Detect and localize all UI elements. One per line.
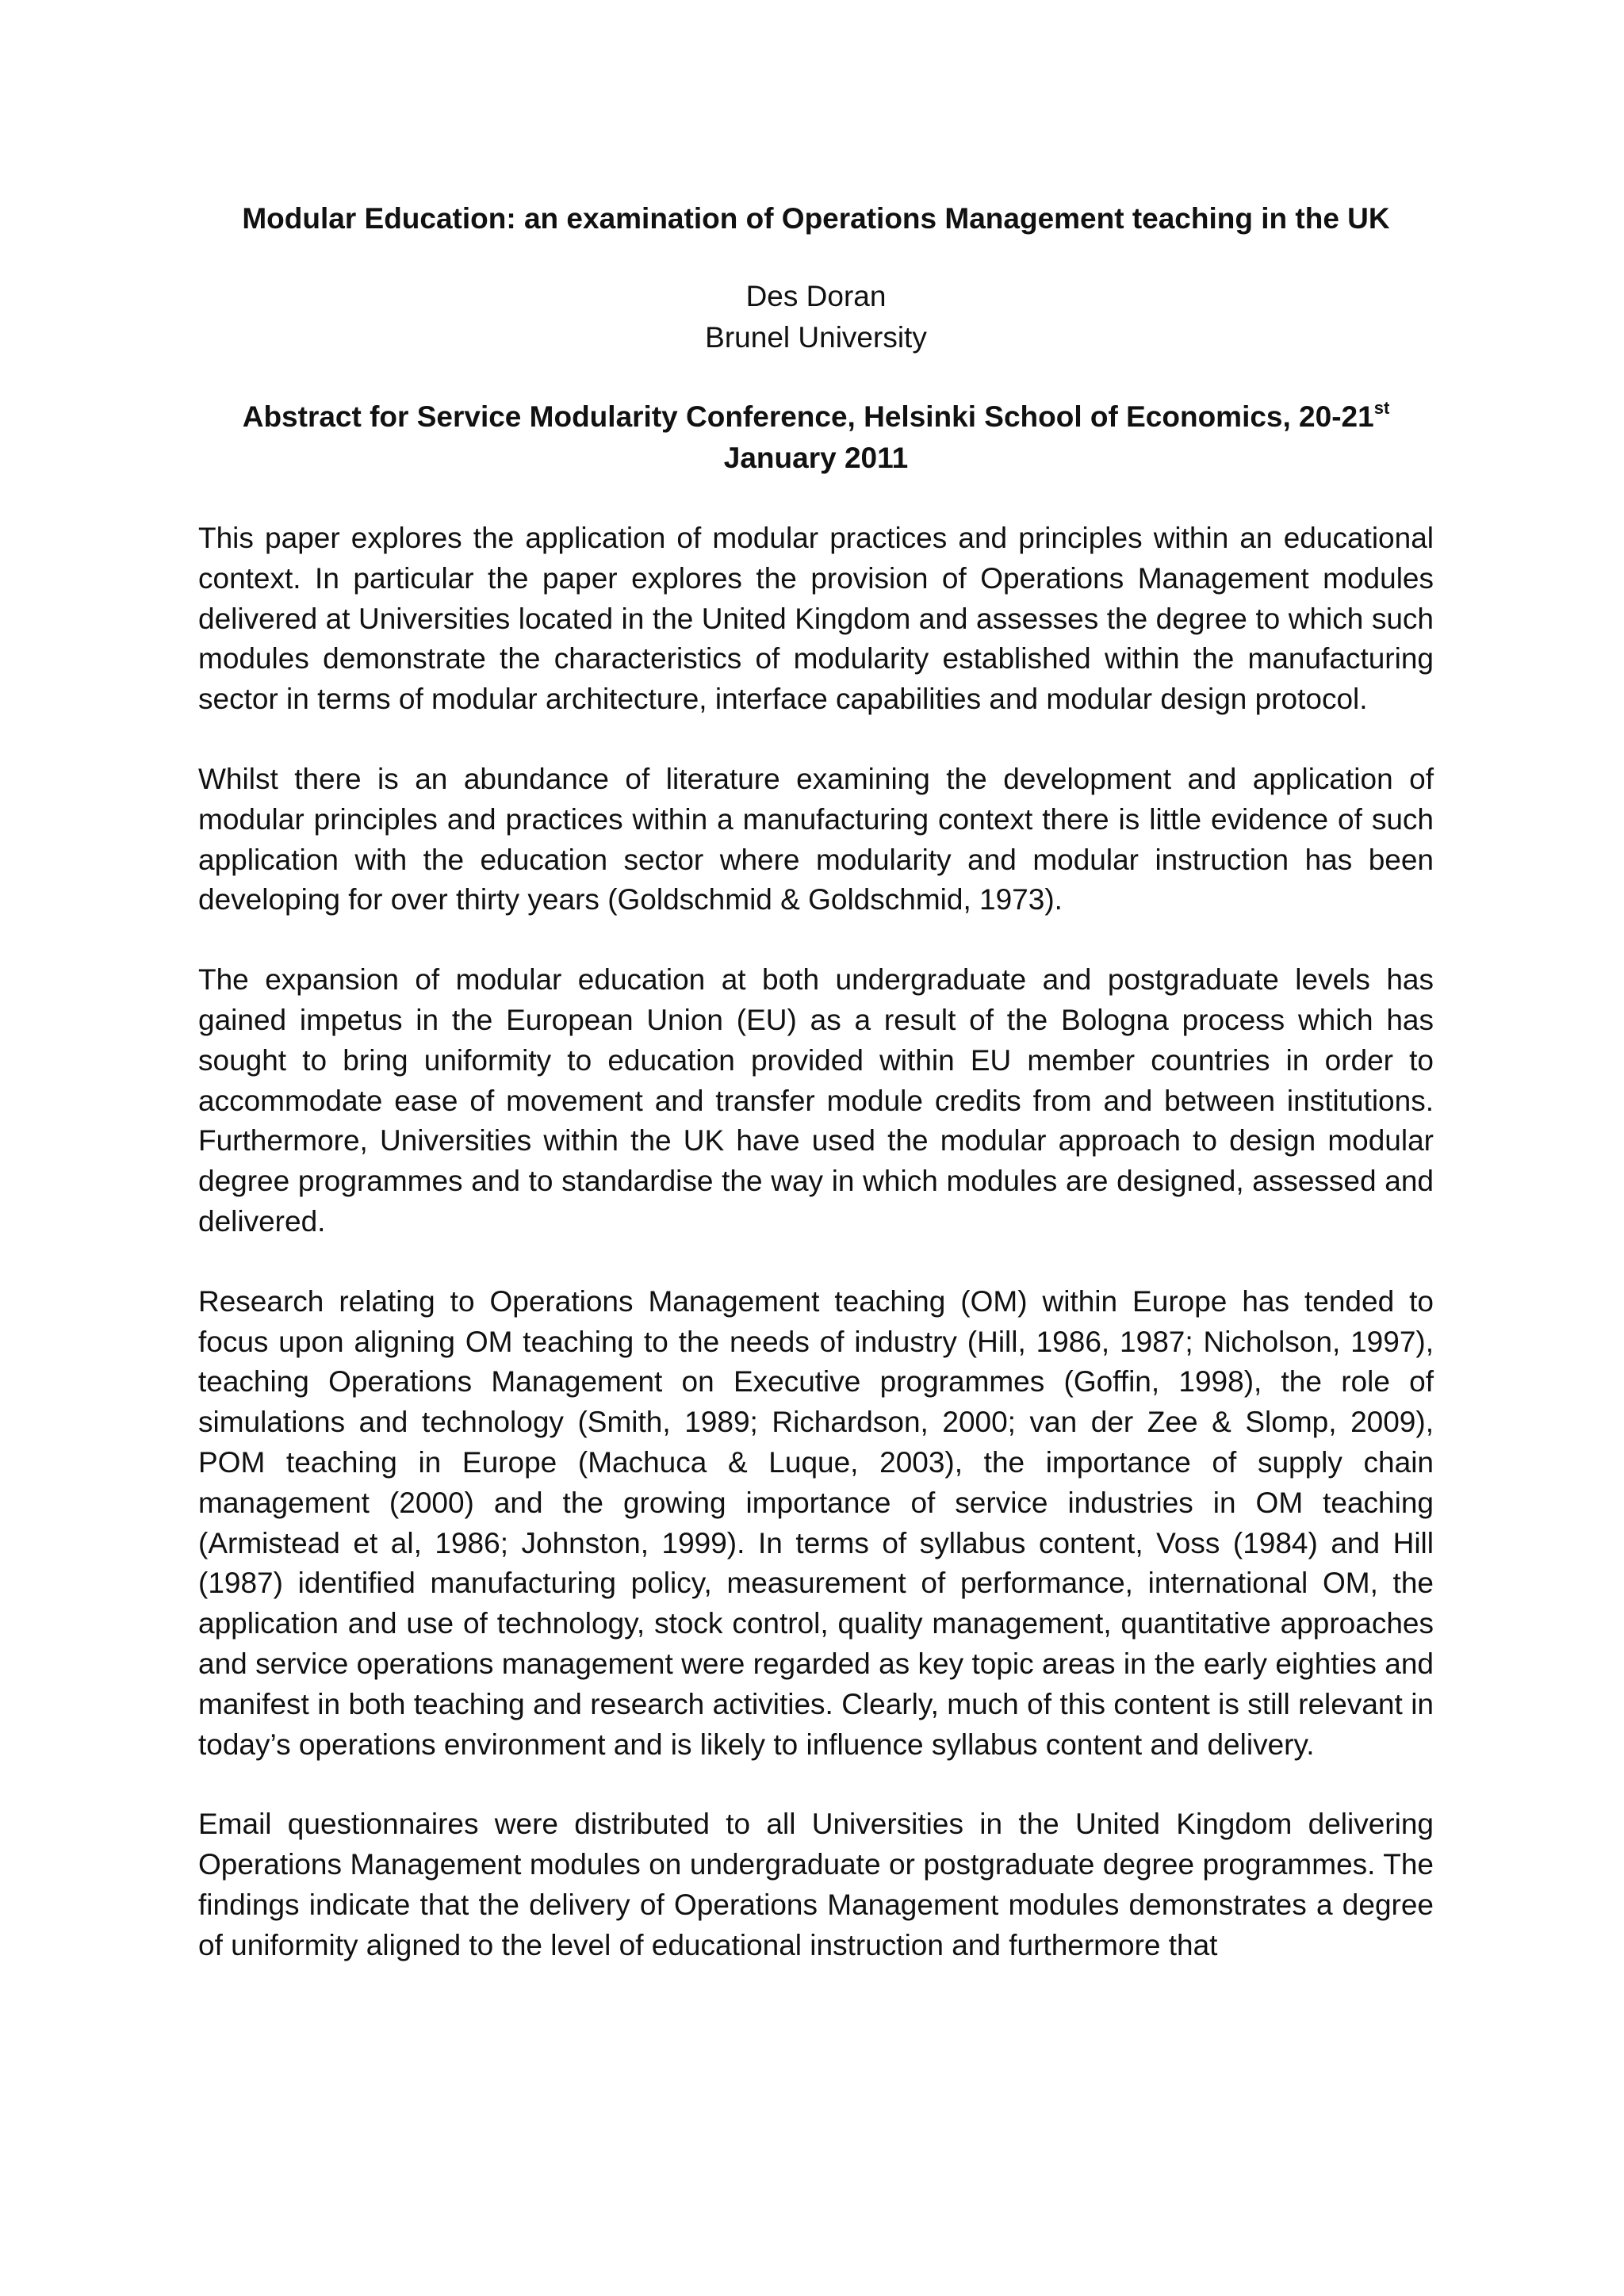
author-affiliation: Brunel University [705, 321, 927, 354]
paragraph: The expansion of modular education at both undergraduate and postgraduate levels has gained impetus in the European Union (EU) as a result of the Bologna process which has sought to bring uniformity to education provided within EU member countries in order to accommodate ease of movement and transfer module credits from and between institutions. Furthermore, Universities within the UK have used the modular approach to design modular degree programmes and to standardise the way in which modules are designed, assessed and delivered. [198, 963, 1434, 1238]
abstract-heading-main: Abstract for Service Modularity Conference, Helsinki School of Economics, 20-21 [242, 400, 1374, 433]
paragraph: Research relating to Operations Management teaching (OM) within Europe has tended to focus upon aligning OM teaching to the needs of industry (Hill, 1986, 1987; Nicholson, 1997), teaching Operations Management on Executive programmes (Goffin, 1998), the role of simulations and technology (Smith, 1989; Richardson, 2000; van der Zee & Slomp, 2009), POM teaching in Europe (Machuca & Luque, 2003), the importance of supply chain management (2000) and the growing importance of service industries in OM teaching (Armistead et al, 1986; Johnston, 1999). In terms of syllabus content, Voss (1984) and Hill (1987) identified manufacturing policy, measurement of performance, international OM, the application and use of technology, stock control, quality management, quantitative approaches and service operations management were regarded as key topic areas in the early eighties and manifest in both teaching and research activities. Clearly, much of this content is still relevant in today’s operations environment and is likely to influence syllabus content and delivery. [198, 1284, 1434, 1761]
ordinal-suffix: st [1373, 398, 1390, 418]
document-title: Modular Education: an examination of Operations Management teaching in the UK [242, 202, 1390, 235]
abstract-body [198, 519, 1434, 2006]
abstract-heading [198, 396, 1434, 479]
paragraph: Whilst there is an abundance of literature examining the development and application of modular principles and practices within a manufacturing context there is little evidence of such application with the education sector where modularity and modular instruction has been developing for over thirty years (Goldschmid & Goldschmid, 1973). [198, 762, 1434, 916]
author-name: Des Doran [745, 280, 887, 312]
paragraph: This paper explores the application of modular practices and principles within an educational context. In particular the paper explores the provision of Operations Management modules delivered at Universities located in the United Kingdom and assesses the degree to which such modules demonstrate the characteristics of modularity established within the manufacturing sector in terms of modular architecture, interface capabilities and modular design protocol. [198, 522, 1434, 716]
author-block [198, 276, 1434, 358]
paragraph: Email questionnaires were distributed to all Universities in the United Kingdom delivering Operations Management modules on undergraduate or postgraduate degree programmes. The findings indicate that the delivery of Operations Management modules demonstrates a degree of uniformity aligned to the level of educational instruction and furthermore that [198, 1808, 1434, 1961]
abstract-heading-date: January 2011 [723, 442, 909, 474]
